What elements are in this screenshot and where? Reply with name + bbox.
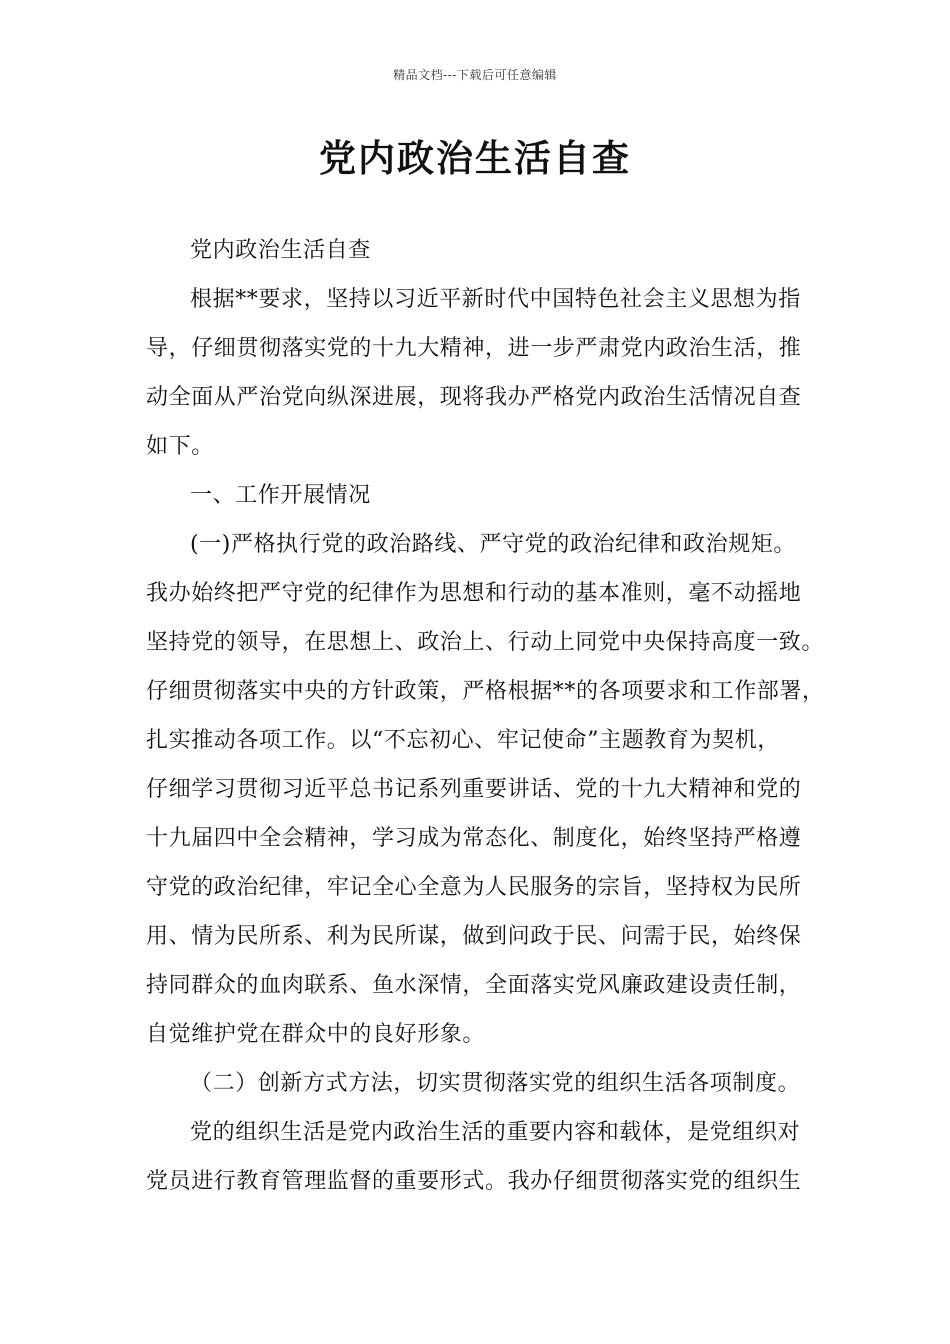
text-line: 根据**要求，坚持以习近平新时代中国特色社会主义思想为指 (190, 287, 801, 312)
text-line: 仔细学习贯彻习近平总书记系列重要讲话、党的十九大精神和党的 (146, 777, 802, 802)
text-line: （二）创新方式方法，切实贯彻落实党的组织生活各项制度。 (190, 1071, 801, 1096)
text-line: 导，仔细贯彻落实党的十九大精神，进一步严肃党内政治生活，推 (146, 336, 802, 361)
text-line: 党员进行教育管理监督的重要形式。我办仔细贯彻落实党的组织生 (146, 1169, 802, 1194)
text-line: (一)严格执行党的政治路线、严守党的政治纪律和政治规矩。 (190, 532, 796, 557)
text-line: 坚持党的领导，在思想上、政治上、行动上同党中央保持高度一致。 (146, 630, 825, 655)
text-line: 如下。 (146, 434, 214, 459)
text-line: 扎实推动各项工作。以“不忘初心、牢记使命”主题教育为契机， (146, 728, 780, 753)
text-line: 仔细贯彻落实中央的方针政策，严格根据**的各项要求和工作部署， (146, 679, 825, 704)
text-line: 十九届四中全会精神，学习成为常态化、制度化，始终坚持严格遵 (146, 826, 802, 851)
text-line: 用、情为民所系、利为民所谋，做到问政于民、问需于民，始终保 (146, 924, 802, 949)
text-line: 持同群众的血肉联系、鱼水深情，全面落实党风廉政建设责任制， (146, 973, 802, 998)
document-title: 党内政治生活自查 (319, 136, 631, 180)
text-line: 党内政治生活自查 (190, 238, 371, 263)
text-line: 守党的政治纪律，牢记全心全意为人民服务的宗旨，坚持权为民所 (146, 875, 802, 900)
text-line: 我办始终把严守党的纪律作为思想和行动的基本准则，毫不动摇地 (146, 581, 802, 606)
text-line: 动全面从严治党向纵深进展，现将我办严格党内政治生活情况自查 (146, 385, 802, 410)
header-note: 精品文档---下载后可任意编辑 (393, 68, 557, 82)
text-line: 一、工作开展情况 (190, 483, 371, 508)
document-body (146, 226, 826, 1206)
text-line: 党的组织生活是党内政治生活的重要内容和载体，是党组织对 (190, 1120, 801, 1145)
text-line: 自觉维护党在群众中的良好形象。 (146, 1022, 486, 1047)
